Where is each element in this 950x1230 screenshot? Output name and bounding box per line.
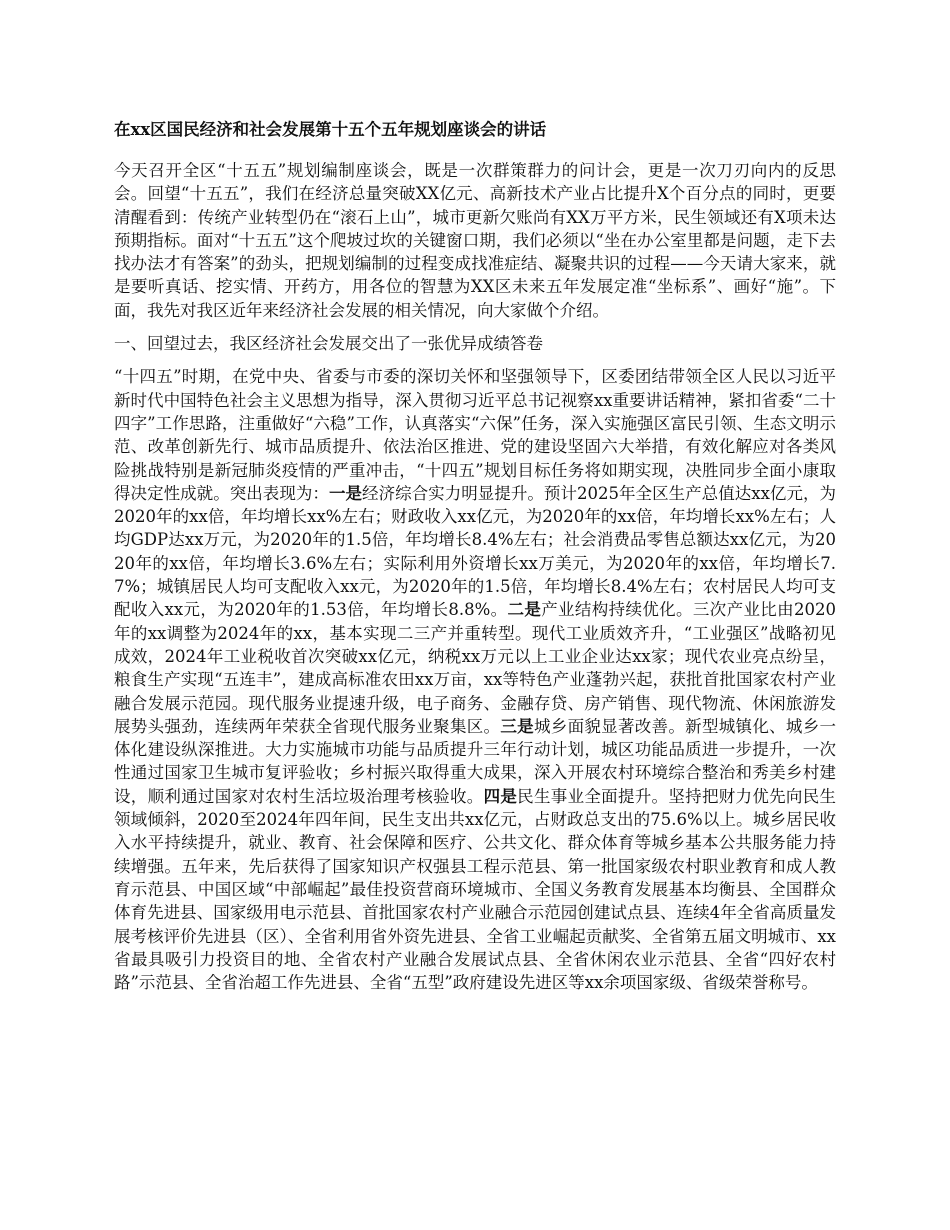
point-lead-4: 四是 xyxy=(483,786,518,806)
point-text-3: 城乡面貌显著改善。新型城镇化、城乡一体化建设纵深推进。大力实施城市功能与品质提升三年行动计划，城区功能品质进一步提升，一次性通过国家卫生城市复评验收；乡村振兴取得重大成果，深入开展农村环境综合整治和秀美乡村建设，顺利通过国家对农村生活垃圾治理考核验收。 xyxy=(114,716,837,806)
point-lead-1: 一是 xyxy=(328,483,363,503)
document-page xyxy=(114,118,836,1004)
point-lead-2: 二是 xyxy=(507,600,542,620)
intro-paragraph: 今天召开全区“十五五”规划编制座谈会，既是一次群策群力的问计会，更是一次刀刃向内的反思会。回望“十五五”，我们在经济总量突破XX亿元、高新技术产业占比提升X个百分点的同时，更要清醒看到：传统产业转型仍在“滚石上山”，城市更新欠账尚有XX万平方米，民生领域还有X项未达预期指标。面对“十五五”这个爬坡过坎的关键窗口期，我们必须以“坐在办公室里都是问题，走下去找办法才有答案”的劲头，把规划编制的过程变成找准症结、凝聚共识的过程——今天请大家来，就是要听真话、挖实情、开药方，用各位的智慧为XX区未来五年发展定准“坐标系”、画好“施”。下面，我先对我区近年来经济社会发展的相关情况，向大家做个介绍。 xyxy=(114,161,836,320)
point-text-1: 经济综合实力明显提升。预计2025年全区生产总值达xx亿元，为2020年的xx倍，年均增长xx%左右；财政收入xx亿元，为2020年的xx倍，年均增长xx%左右；人均GDP达xx万元，为2020年的1.5倍，年均增长8.4%左右；社会消费品零售总额达xx亿元，为2020年的xx倍，年均增长3.6%左右；实际利用外资增长xx万美元，为2020年的xx倍，年均增长7.7%；城镇居民人均可支配收入xx元，为2020年的1.5倍，年均增长8.4%左右；农村居民人均可支配收入xx元，为2020年的1.53倍，年均增长8.8%。 xyxy=(114,483,837,620)
point-text-4: 民生事业全面提升。坚持把财力优先向民生领域倾斜，2020至2024年四年间，民生支出共xx亿元，占财政总支出的75.6%以上。城乡居民收入水平持续提升，就业、教育、社会保障和医疗、公共文化、群众体育等城乡基本公共服务能力持续增强。五年来，先后获得了国家知识产权强县工程示范县、第一批国家级农村职业教育和成人教育示范县、中国区域“中部崛起”最佳投资营商环境城市、全国义务教育发展基本均衡县、全国群众体育先进县、国家级用电示范县、首批国家农村产业融合示范园创建试点县、连续4年全省高质量发展考核评价先进县（区）、全省利用省外资先进县、全省工业崛起贡献奖、全省第五届文明城市、xx省最具吸引力投资目的地、全省农村产业融合发展试点县、全省休闲农业示范县、全省“四好农村路”示范县、全省治超工作先进县、全省“五型”政府建设先进区等xx余项国家级、省级荣誉称号。 xyxy=(114,786,837,993)
document-title: 在xx区国民经济和社会发展第十五个五年规划座谈会的讲话 xyxy=(114,120,547,139)
point-text-2: 产业结构持续优化。三次产业比由2020年的xx调整为2024年的xx，基本实现二三产并重转型。现代工业质效齐升，“工业强区”战略初见成效，2024年工业税收首次突破xx亿元，纳税xx万元以上工业企业达xx家；现代农业亮点纷呈，粮食生产实现“五连丰”，建成高标准农田xx万亩，xx等特色产业蓬勃兴起，获批首批国家农村产业融合发展示范园。现代服务业提速升级，电子商务、金融存贷、房产销售、现代物流、休闲旅游发展势头强劲，连续两年荣获全省现代服务业聚集区。 xyxy=(114,600,837,736)
point-lead-3: 三是 xyxy=(500,716,534,736)
section-body-paragraph xyxy=(114,365,836,994)
section-opening-text: “十四五”时期，在党中央、省委与市委的深切关怀和坚强领导下，区委团结带领全区人民以习近平新时代中国特色社会主义思想为指导，深入贯彻习近平总书记视察xx重要讲话精神，紧扣省委“二十四字”工作思路，注重做好“六稳”工作，认真落实“六保”任务，深入实施强区富民引领、生态文明示范、改革创新先行、城市品质提升、依法治区推进、党的建设坚固六大举措，有效化解应对各类风险挑战特别是新冠肺炎疫情的严重冲击，“十四五”规划目标任务将如期实现，决胜同步全面小康取得决定性成就。突出表现为： xyxy=(114,367,836,503)
section-heading: 一、回望过去，我区经济社会发展交出了一张优异成绩答卷 xyxy=(114,334,543,354)
